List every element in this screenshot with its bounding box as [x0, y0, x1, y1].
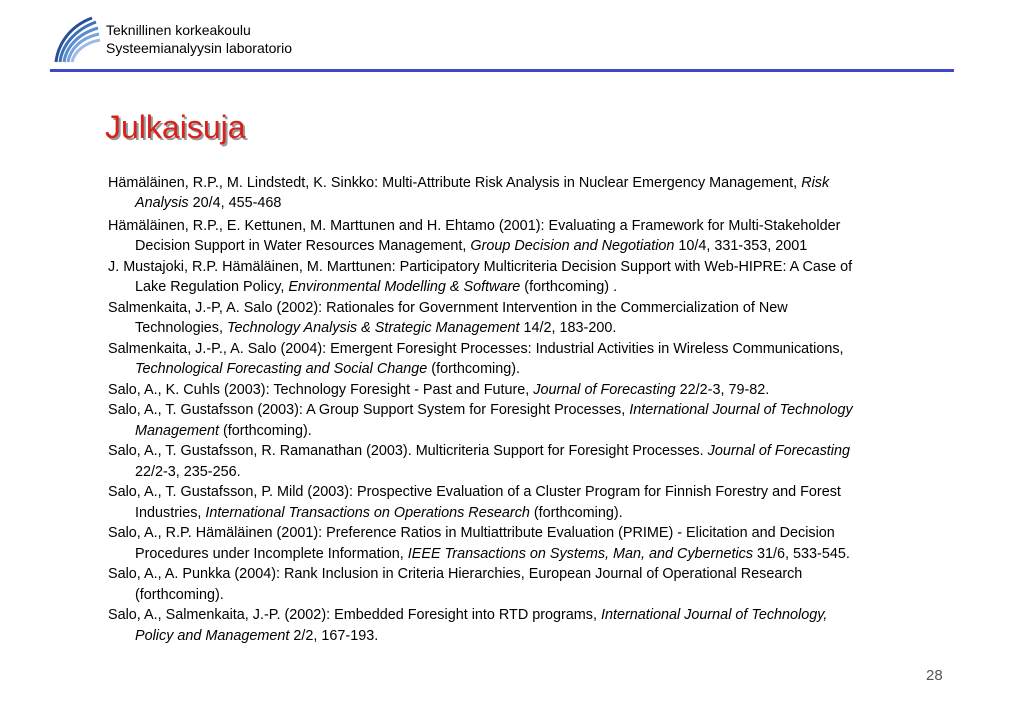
reference-item: Salo, A., K. Cuhls (2003): Technology Foresight - Past and Future, Journal of Forecasting 22/2-3, 79-82. — [108, 381, 770, 398]
institution-line-1: Teknillinen korkeakoulu — [106, 22, 251, 38]
institution-name — [106, 21, 292, 57]
university-logo-icon — [52, 16, 102, 66]
reference-item: Salo, A., T. Gustafsson (2003): A Group Support System for Foresight Processes, International Journal of Technology Management (forthcoming). — [108, 402, 853, 439]
reference-list — [108, 167, 998, 646]
header-divider — [50, 69, 954, 72]
reference-item: Salo, A., A. Punkka (2004): Rank Inclusion in Criteria Hierarchies, European Journal of Operational Research (forthcoming). — [108, 566, 803, 603]
reference-item: Analysis 20/4, 455-468 — [135, 195, 282, 211]
reference-item: Hämäläinen, R.P., E. Kettunen, M. Marttunen and H. Ehtamo (2001): Evaluating a Framework for Multi-Stakeholder Decision Support in Water Resources Management, Group Decision and Negotiation 10/4, 331-353, 2001 — [108, 217, 841, 254]
reference-item: Salo, A., T. Gustafsson, R. Ramanathan (2003). Multicriteria Support for Foresight Processes. Journal of Forecasting 22/2-3, 235-256. — [108, 443, 851, 480]
institution-line-2: Systeemianalyysin laboratorio — [106, 40, 292, 56]
reference-item: Hämäläinen, R.P., M. Lindstedt, K. Sinkko: Multi-Attribute Risk Analysis in Nuclear Emergency Management, Risk — [108, 175, 830, 191]
reference-item: Salmenkaita, J.-P., A. Salo (2004): Emergent Foresight Processes: Industrial Activities in Wireless Communications, Technological Forecasting and Social Change (forthcoming). — [108, 340, 844, 377]
reference-item: Salo, A., Salmenkaita, J.-P. (2002): Embedded Foresight into RTD programs, International Journal of Technology, Policy and Management 2/2, 167-193. — [108, 607, 828, 644]
reference-item: J. Mustajoki, R.P. Hämäläinen, M. Marttunen: Participatory Multicriteria Decision Support with Web-HIPRE: A Case of Lake Regulation Policy, Environmental Modelling & Software (forthcoming) . — [108, 258, 853, 295]
reference-item: Salo, A., R.P. Hämäläinen (2001): Preference Ratios in Multiattribute Evaluation (PRIME) - Elicitation and Decision Procedures under Incomplete Information, IEEE Transactions on Systems, Man, and Cybernetics 31/6, 533-545. — [108, 525, 850, 562]
slide-title: Julkaisuja — [105, 109, 246, 145]
page-number: 28 — [926, 667, 943, 684]
reference-item: Salo, A., T. Gustafsson, P. Mild (2003): Prospective Evaluation of a Cluster Program for Finnish Forestry and Forest Industries, International Transactions on Operations Research (forthcoming). — [108, 484, 841, 521]
reference-item: Salmenkaita, J.-P, A. Salo (2002): Rationales for Government Intervention in the Commercialization of New Technologies, Technology Analysis & Strategic Management 14/2, 183-200. — [108, 299, 788, 336]
